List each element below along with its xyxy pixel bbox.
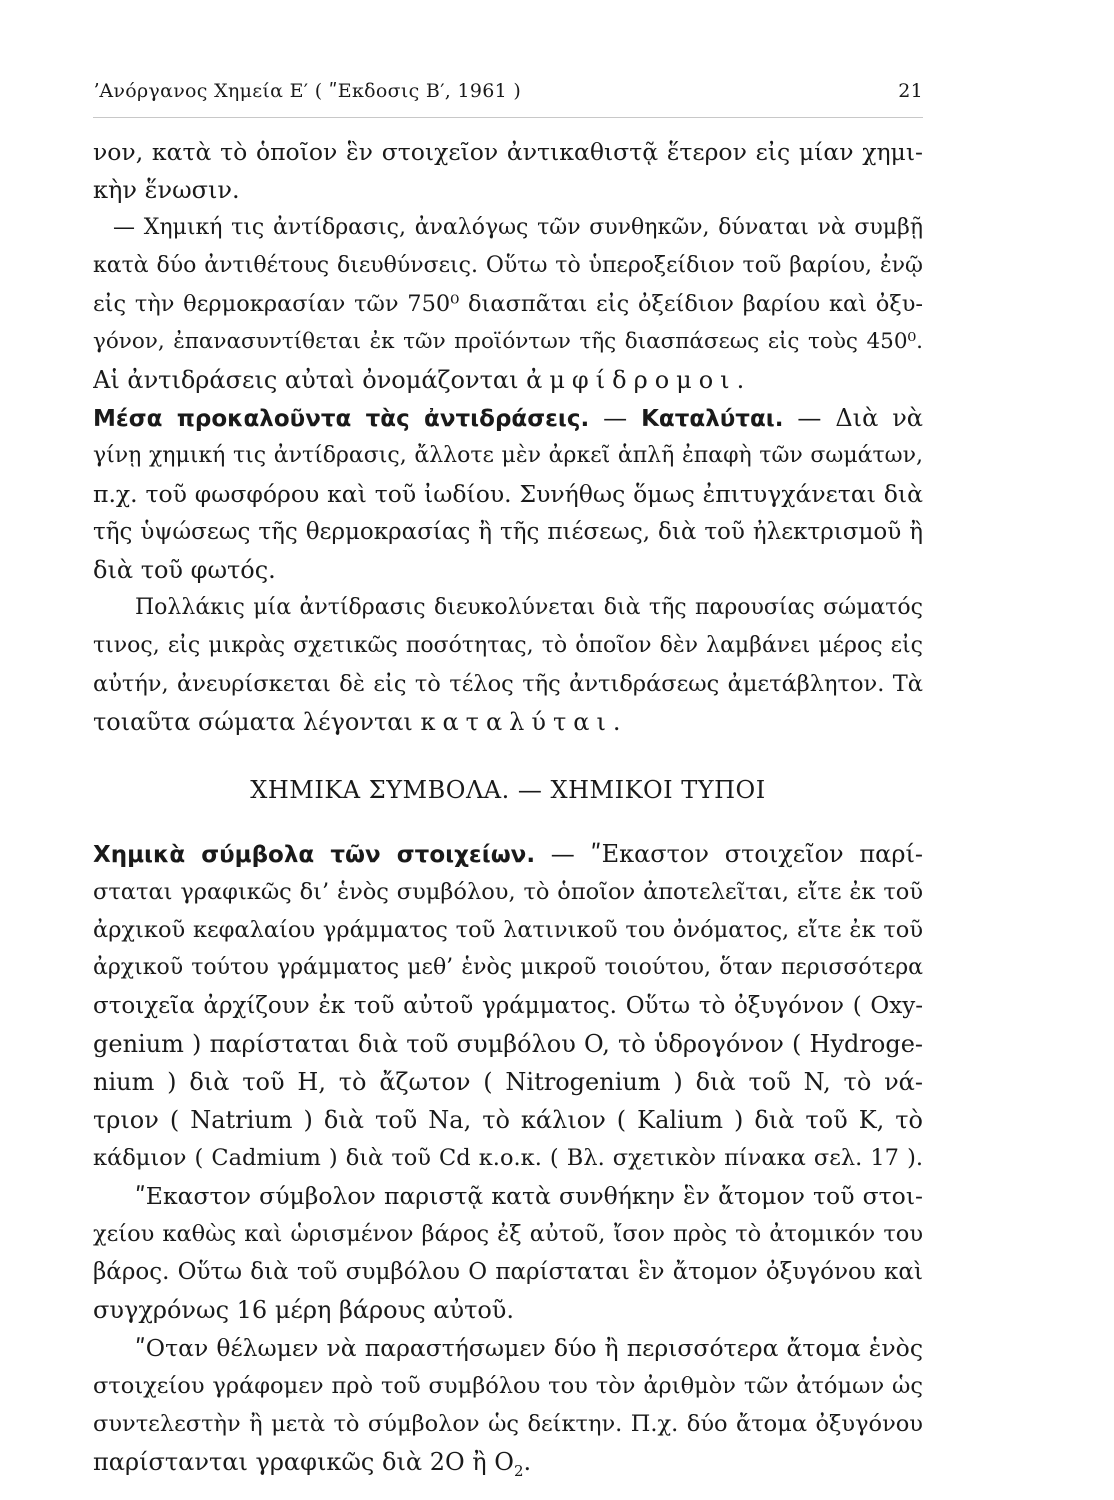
text-line: genium ) παρίσταται διὰ τοῦ συμβόλου O, τὸ ὑδρογόνον ( Hydroge-	[93, 1030, 923, 1058]
text-line: τινος, εἰς μικρὰς σχετικῶς ποσότητας, τὸ ὁποῖον δὲν λαμβάνει μέρος εἰς	[93, 633, 923, 658]
text-line: ἀρχικοῦ κεφαλαίου γράμματος τοῦ λατινικοῦ του ὀνόματος, εἴτε ἐκ τοῦ	[93, 917, 923, 943]
text-span: τοιαῦτα σώματα λέγονται	[93, 708, 421, 736]
header-divider	[93, 117, 923, 118]
text-line: σταται γραφικῶς δι’ ἑνὸς συμβόλου, τὸ ὁποῖον ἀποτελεῖται, εἴτε ἐκ τοῦ	[93, 879, 923, 905]
text-line: συντελεστὴν ἢ μετὰ τὸ σύμβολον ὡς δείκτην. Π.χ. δύο ἄτομα ὀξυγόνου	[93, 1411, 923, 1437]
text-line: γίνῃ χημική τις ἀντίδρασις, ἄλλοτε μὲν ἀρκεῖ ἁπλῆ ἐπαφὴ τῶν σωμάτων,	[93, 443, 923, 468]
text-span: — Διὰ νὰ	[783, 404, 923, 432]
text-line: τῆς ὑψώσεως τῆς θερμοκρασίας ἢ τῆς πιέσεως, διὰ τοῦ ἠλεκτρισμοῦ ἢ	[93, 519, 923, 545]
text-line: νον, κατὰ τὸ ὁποῖον ἓν στοιχεῖον ἀντικαθιστᾷ ἕτερον εἰς μίαν χημι-	[93, 138, 923, 166]
text-span: παρίστανται γραφικῶς διὰ 2O ἢ O	[93, 1448, 514, 1476]
text-line: στοιχείου γράφομεν πρὸ τοῦ συμβόλου του τὸν ἀριθμὸν τῶν ἀτόμων ὡς	[93, 1373, 923, 1399]
page-body	[93, 133, 923, 1481]
text-line	[93, 1443, 923, 1481]
text-line: Πολλάκις μία ἀντίδρασις διευκολύνεται διὰ τῆς παρουσίας σώματός	[135, 595, 923, 620]
text-line: διὰ τοῦ φωτός.	[93, 556, 276, 584]
text-line: εἰς τὴν θερμοκρασίαν τῶν 750⁰ διασπᾶται εἰς ὀξείδιον βαρίου καὶ ὀξυ-	[93, 291, 923, 317]
text-line	[93, 399, 923, 437]
page-number: 21	[898, 80, 923, 102]
text-line: τριον ( Natrium ) διὰ τοῦ Na, τὸ κάλιον ( Kalium ) διὰ τοῦ K, τὸ	[93, 1106, 923, 1134]
text-line: — Χημική τις ἀντίδρασις, ἀναλόγως τῶν συνθηκῶν, δύναται νὰ συμβῇ	[113, 215, 923, 240]
text-line: γόνον, ἐπανασυντίθεται ἐκ τῶν προϊόντων τῆς διασπάσεως εἰς τοὺς 450⁰.	[93, 329, 923, 354]
text-line: βάρος. Οὕτω διὰ τοῦ συμβόλου O παρίσταται ἓν ἄτομον ὀξυγόνου καὶ	[93, 1259, 923, 1285]
text-span: —	[589, 404, 642, 432]
text-line: nium ) διὰ τοῦ H, τὸ ἄζωτον ( Nitrogenium ) διὰ τοῦ N, τὸ νά-	[93, 1068, 923, 1096]
text-line: κάδμιον ( Cadmium ) διὰ τοῦ Cd κ.ο.κ. ( Βλ. σχετικὸν πίνακα σελ. 17 ).	[93, 1145, 923, 1171]
text-line: κὴν ἕνωσιν.	[93, 176, 240, 204]
text-span: — ʺΕκαστον στοιχεῖον παρί-	[535, 840, 923, 868]
text-line: αὐτήν, ἀνευρίσκεται δὲ εἰς τὸ τέλος τῆς ἀντιδράσεως ἀμετάβλητον. Τὰ	[93, 671, 923, 697]
text-line: ἀρχικοῦ τούτου γράμματος μεθ’ ἑνὸς μικροῦ τοιούτου, ὅταν περισσότερα	[93, 955, 923, 980]
paragraph-heading: Χημικὰ σύμβολα τῶν στοιχείων.	[93, 842, 536, 868]
text-line	[93, 703, 923, 741]
paragraph-heading: Μέσα προκαλοῦντα τὰς ἀντιδράσεις.	[93, 406, 590, 432]
text-line: χείου καθὼς καὶ ὡρισμένον βάρος ἐξ αὐτοῦ, ἴσον πρὸς τὸ ἀτομικόν του	[93, 1221, 923, 1247]
paragraph-heading: Καταλύται.	[641, 406, 784, 432]
spaced-term: ἀμφίδρομοι.	[526, 366, 752, 394]
text-line: συγχρόνως 16 μέρη βάρους αὐτοῦ.	[93, 1296, 515, 1324]
running-head	[93, 80, 923, 102]
spacer	[93, 817, 923, 835]
subscript: 2	[513, 1461, 524, 1480]
text-line: κατὰ δύο ἀντιθέτους διευθύνσεις. Οὕτω τὸ ὑπεροξείδιον τοῦ βαρίου, ἐνῷ	[93, 253, 923, 278]
text-line	[93, 361, 923, 399]
text-line	[93, 835, 923, 873]
running-title: ʼΑνόργανος Χημεία Ε′ ( ʺΕκδοσις Β′, 1961 )	[93, 80, 522, 102]
text-span: Αἱ ἀντιδράσεις αὐταὶ ὀνομάζονται	[93, 366, 527, 394]
spaced-term: καταλύται.	[420, 708, 628, 736]
section-title: ΧΗΜΙΚΑ ΣΥΜΒΟΛΑ. — ΧΗΜΙΚΟΙ ΤΥΠΟΙ	[250, 776, 766, 804]
text-span: .	[523, 1448, 532, 1476]
text-line: ʺΟταν θέλωμεν νὰ παραστήσωμεν δύο ἢ περισσότερα ἄτομα ἑνὸς	[135, 1334, 923, 1362]
text-line: στοιχεῖα ἀρχίζουν ἐκ τοῦ αὐτοῦ γράμματος. Οὕτω τὸ ὀξυγόνον ( Oxy-	[93, 993, 923, 1019]
text-line: ʺΕκαστον σύμβολον παριστᾷ κατὰ συνθήκην ἓν ἄτομον τοῦ στοι-	[135, 1182, 923, 1210]
text-line: π.χ. τοῦ φωσφόρου καὶ τοῦ ἰωδίου. Συνήθως ὅμως ἐπιτυγχάνεται διὰ	[93, 480, 923, 508]
